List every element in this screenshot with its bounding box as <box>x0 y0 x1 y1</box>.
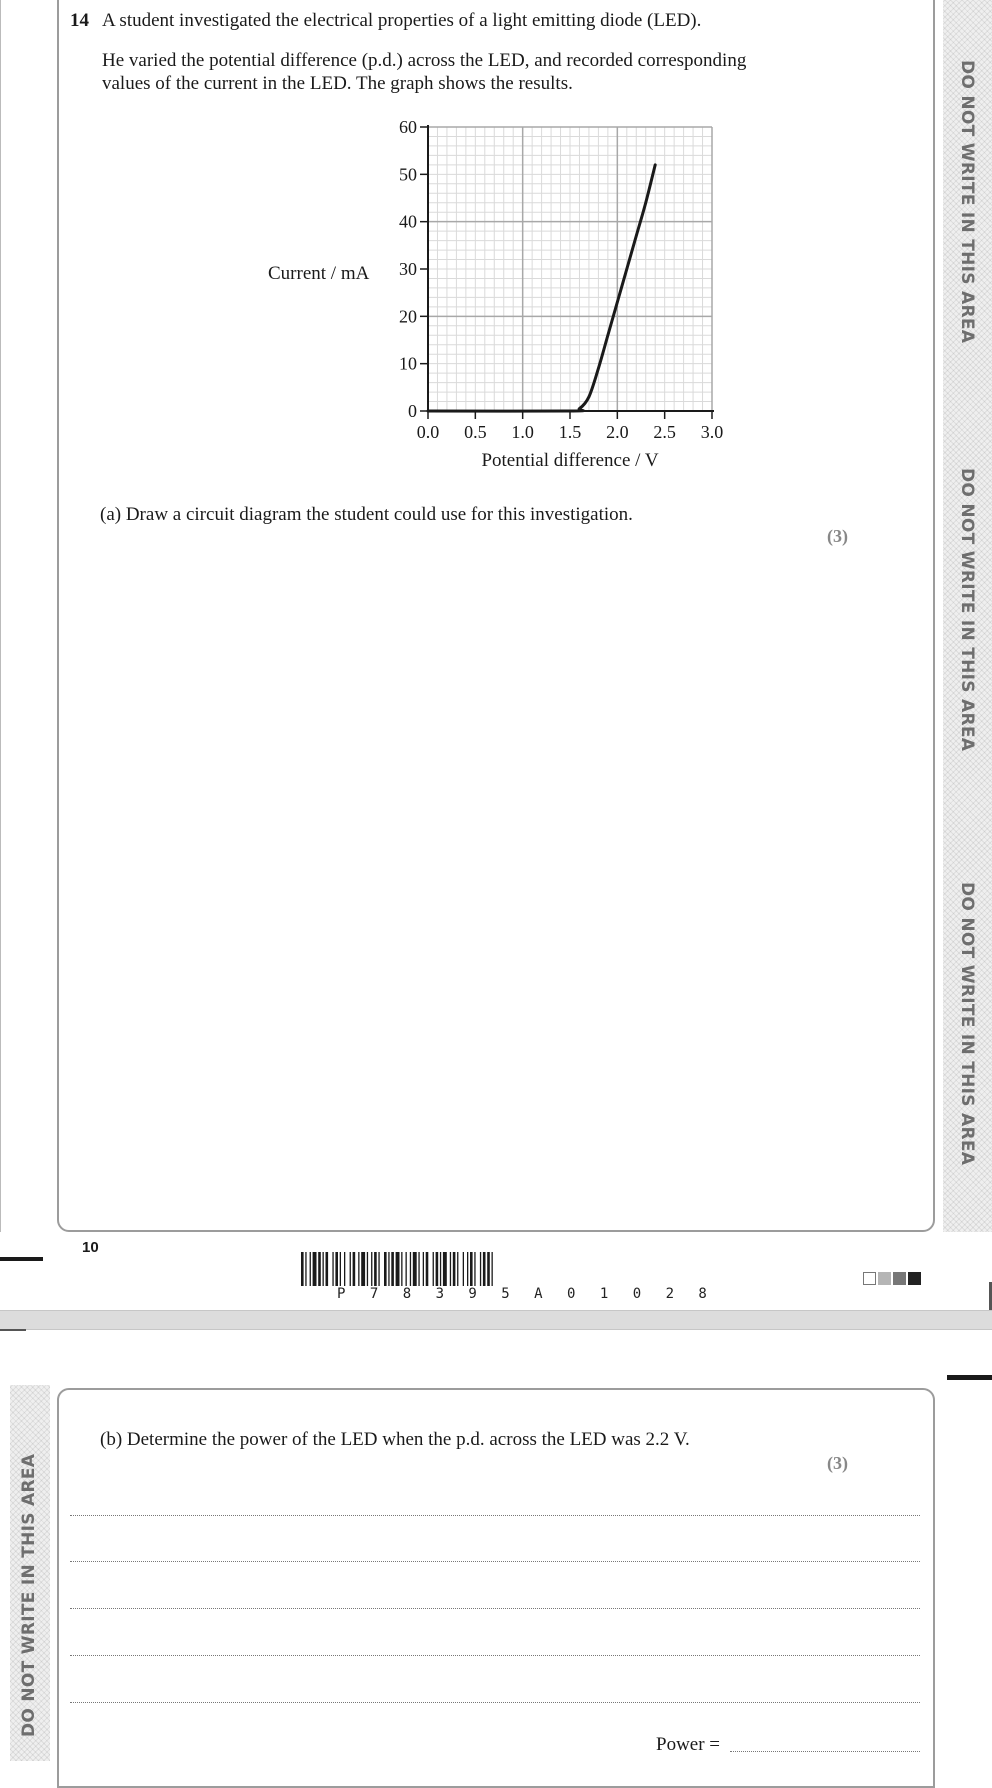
question-number: 14 <box>70 10 89 31</box>
barcode-bar <box>426 1252 429 1286</box>
barcode-bar <box>418 1252 419 1286</box>
y-tick-label: 30 <box>399 259 417 279</box>
y-tick-label: 40 <box>399 211 417 232</box>
question-intro-line-1: A student investigated the electrical properties of a light emitting diode (LED). <box>102 10 702 31</box>
barcode-bar <box>378 1252 379 1286</box>
part-a-marks: (3) <box>827 526 848 546</box>
part-a-prompt: (a) Draw a circuit diagram the student could use for this investigation. <box>100 504 633 525</box>
page-number: 10 <box>82 1239 99 1256</box>
barcode-bar <box>367 1252 368 1286</box>
barcode-bar <box>388 1252 389 1286</box>
barcode-bar <box>457 1252 458 1286</box>
page-separator <box>0 1310 992 1330</box>
part-b-prompt: (b) Determine the power of the LED when the p.d. across the LED was 2.2 V. <box>100 1429 690 1450</box>
barcode-bar <box>305 1252 306 1286</box>
barcode-bar <box>350 1252 351 1286</box>
barcode-bar <box>391 1252 394 1286</box>
question-intro-line-2: He varied the potential difference (p.d.) across the LED, and recorded corresponding <box>102 50 747 71</box>
x-tick-label: 1.0 <box>511 422 534 442</box>
barcode-bar <box>384 1252 387 1286</box>
answer-line-2[interactable] <box>70 1561 920 1562</box>
barcode-bar <box>480 1252 481 1286</box>
barcode-bar <box>406 1252 407 1286</box>
barcode-bar <box>474 1252 475 1286</box>
barcode-bar <box>483 1252 486 1286</box>
barcode-bar <box>310 1252 311 1286</box>
y-tick-label: 20 <box>399 306 417 327</box>
barcode-bar <box>453 1252 456 1286</box>
barcode-bar <box>433 1252 434 1286</box>
barcode-bar <box>344 1252 345 1286</box>
power-answer-line[interactable] <box>730 1751 920 1752</box>
barcode-bar <box>323 1252 324 1286</box>
margin-label-right-1: DO NOT WRITE IN THIS AREA <box>957 60 977 344</box>
barcode-bar <box>487 1252 490 1286</box>
barcode-bar <box>410 1252 411 1286</box>
answer-line-5[interactable] <box>70 1702 920 1703</box>
barcode-bar <box>353 1252 356 1286</box>
barcode-bar <box>318 1252 321 1286</box>
x-tick-label: 3.0 <box>700 422 724 442</box>
x-tick-label: 2.0 <box>606 422 629 442</box>
barcode-bar <box>301 1252 304 1286</box>
x-tick-label: 0.5 <box>464 422 487 442</box>
answer-line-1[interactable] <box>70 1515 920 1516</box>
barcode-bar <box>436 1252 439 1286</box>
barcode-bar <box>440 1252 441 1286</box>
page-2-top-rule <box>947 1375 992 1380</box>
barcode-bar <box>313 1252 317 1286</box>
x-tick-label: 0.0 <box>416 422 440 442</box>
barcode-bar <box>396 1252 400 1286</box>
y-tick-label: 10 <box>399 353 417 374</box>
answer-line-3[interactable] <box>70 1608 920 1609</box>
barcode <box>301 1252 691 1288</box>
barcode-bar <box>326 1252 329 1286</box>
barcode-bar <box>443 1252 447 1286</box>
y-axis-label: Current / mA <box>268 263 370 284</box>
margin-label-left: DO NOT WRITE IN THIS AREA <box>19 1453 39 1737</box>
barcode-bar <box>423 1252 424 1286</box>
barcode-bar <box>374 1252 377 1286</box>
x-axis-label: Potential difference / V <box>481 450 659 471</box>
power-label: Power = <box>656 1734 721 1755</box>
barcode-bar <box>467 1252 468 1286</box>
barcode-bar <box>335 1252 338 1286</box>
question-intro-line-3: values of the current in the LED. The graph shows the results. <box>102 73 573 94</box>
y-tick-label: 60 <box>399 117 417 137</box>
part-b-marks: (3) <box>827 1453 848 1473</box>
barcode-bar <box>492 1252 493 1286</box>
y-tick-label: 50 <box>399 164 417 185</box>
answer-line-4[interactable] <box>70 1655 920 1656</box>
print-marks <box>863 1272 921 1285</box>
barcode-bar <box>450 1252 451 1286</box>
barcode-bar <box>358 1252 359 1286</box>
margin-label-right-3: DO NOT WRITE IN THIS AREA <box>957 882 977 1166</box>
iv-graph <box>250 105 750 475</box>
barcode-bar <box>332 1252 333 1286</box>
barcode-bar <box>361 1252 365 1286</box>
page-left-edge <box>0 0 1 1232</box>
barcode-bar <box>401 1252 402 1286</box>
page-2-left-mark <box>0 1329 26 1331</box>
x-tick-label: 1.5 <box>558 422 582 442</box>
barcode-bar <box>371 1252 372 1286</box>
x-tick-label: 2.5 <box>653 422 676 442</box>
footer-rule <box>0 1257 43 1261</box>
barcode-bar <box>413 1252 417 1286</box>
barcode-bar <box>463 1252 464 1286</box>
barcode-text: P 7 8 3 9 5 A 0 1 0 2 8 <box>337 1286 715 1302</box>
barcode-bar <box>340 1252 341 1286</box>
y-tick-label: 0 <box>408 401 417 421</box>
margin-label-right-2: DO NOT WRITE IN THIS AREA <box>957 468 977 752</box>
barcode-bar <box>470 1252 473 1286</box>
